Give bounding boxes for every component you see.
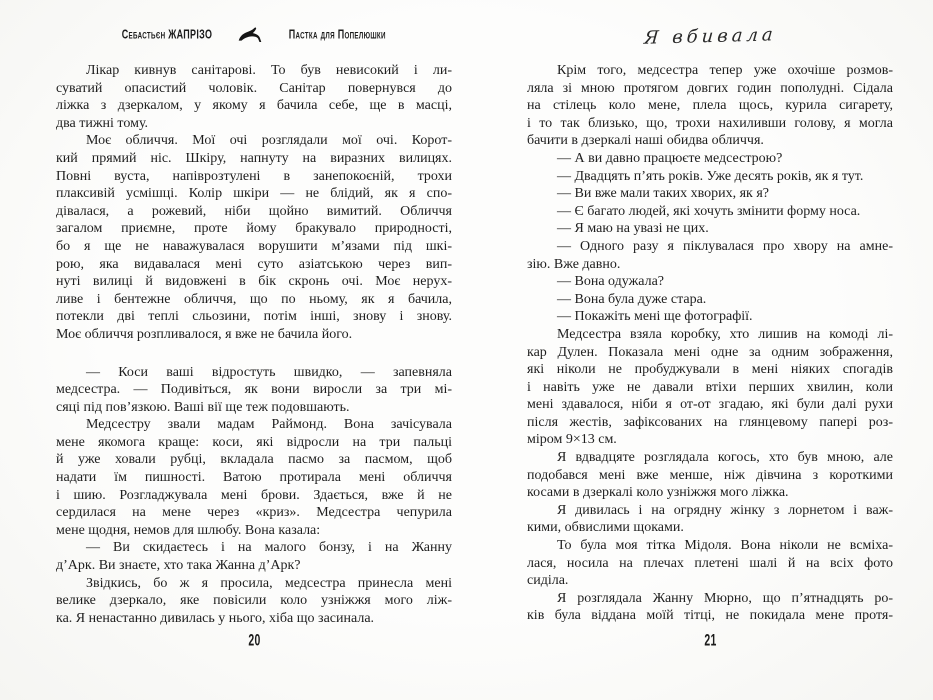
text-line: — Покажіть мені ще фотографії. <box>557 309 753 325</box>
right-page <box>527 0 893 700</box>
paragraph <box>527 590 893 625</box>
text-line: подобався мені вже менше, ніж дівчина з короткими <box>527 467 893 483</box>
text-line: Крім того, медсестра тепер уже охочіше розмов- <box>557 63 893 78</box>
paragraph <box>527 291 893 309</box>
text-line: — Ви скидаєтесь і на малого бонзу, і на Жанну <box>86 540 452 556</box>
text-line: Я розглядала Жанну Мюрно, що п’ятнадцять ро- <box>557 590 893 606</box>
text-line: Медсестру звали мадам Раймонд. Вона зачісувала <box>86 417 452 433</box>
right-page-number <box>527 632 893 650</box>
text-line: і шию. Розгладжувала мені брови. Здається, вже й не <box>56 487 452 503</box>
text-line: і то так близько, що, трохи нахиливши голову, я могла <box>527 115 893 131</box>
paragraph <box>527 449 893 502</box>
right-page-text <box>527 62 893 625</box>
paragraph <box>56 62 452 132</box>
paragraph <box>527 273 893 291</box>
text-line: Медсестра взяла коробку, хто лишив на комоді лі- <box>557 326 893 342</box>
text-line: нуті вилиці й видовжені в бік скронь очі. Моє нерух- <box>56 274 452 290</box>
text-line: бо я ще не наважувалася ворушити м’язами під шкі- <box>56 238 452 254</box>
text-line: косами в дзеркалі коло узніжжя мого ліжка. <box>527 485 789 501</box>
text-line: мені здавалося, ніби я от-от згадаю, які були далі рухи <box>527 397 893 413</box>
chapter-title: Я вбивала <box>642 24 778 49</box>
text-line: мене щодня, немов для шлюбу. Вона казала: <box>56 522 321 538</box>
right-running-header <box>527 26 893 52</box>
left-page <box>56 0 452 700</box>
text-line: надати їм пишності. Ватою протирала мені обличчя <box>56 470 452 486</box>
text-line: суватий опасистий чоловік. Санітар повернувся до <box>56 80 452 96</box>
left-page-text <box>56 62 452 627</box>
paragraph <box>56 539 452 574</box>
text-line: які ніколи не пробуджували в мені ніяких спогадів <box>527 362 893 378</box>
paragraph <box>527 62 893 150</box>
text-line: на стілець коло мене, плела щось, курила сигарету, <box>527 98 893 114</box>
paragraph <box>527 220 893 238</box>
text-line: ків була віддана моїй тітці, не покидала мене протя- <box>527 608 893 624</box>
text-line: плаксивій усмішці. Колір шкіри — не блідий, як я спо- <box>56 186 452 202</box>
text-line: — Ви вже мали таких хворих, як я? <box>557 186 770 202</box>
paragraph <box>527 168 893 186</box>
text-line: бачити в дзеркалі наші обидва обличчя. <box>527 133 764 149</box>
text-line: два тижні тому. <box>56 115 149 131</box>
text-line: — Коси ваші відростуть швидко, — запевняла <box>86 364 452 380</box>
high-heel-shoe-icon <box>238 27 262 43</box>
text-line: дівалася, а рожевий, ніби щойно вимитий. Обличчя <box>56 203 452 219</box>
left-running-header <box>56 26 452 52</box>
paragraph <box>527 203 893 221</box>
paragraph <box>56 132 452 343</box>
text-line: Я вдвадцяте розглядала когось, хто був мною, але <box>557 450 893 466</box>
text-line: — Є багато людей, які хочуть змінити форму носа. <box>557 203 861 219</box>
text-line: потекли дві теплі сльозини, потім інші, знову і знову. <box>56 309 452 325</box>
right-page-number-value: 21 <box>703 631 717 651</box>
text-line: Звідкись, бо ж я просила, медсестра принесла мені <box>86 575 452 591</box>
left-page-number-value: 20 <box>247 631 261 651</box>
text-line: ка. Я ненастанно дивилась у нього, хіба що засинала. <box>56 610 375 626</box>
text-line: сяці під пов’язкою. Ваші вії ще теж подовшають. <box>56 399 350 415</box>
text-line: і навіть уже не давали втіхи перших хвилин, коли <box>527 379 893 395</box>
text-line: — Одного разу я піклувалася про хвору на амне- <box>557 238 893 254</box>
text-line: кар Дулен. Показала мені одне за одним зображення, <box>527 344 893 360</box>
paragraph <box>527 308 893 326</box>
paragraph <box>56 416 452 539</box>
text-line: — Двадцять п’ять років. Уже десять років, як я тут. <box>557 168 864 184</box>
text-line: міром 9×13 см. <box>527 432 617 448</box>
paragraph <box>527 238 893 273</box>
text-line: й уже ховали рубці, вкладала пасмо за пасмом, щоб <box>56 452 452 468</box>
text-line: медсестра. — Подивіться, як вони виросли за три мі- <box>56 382 452 398</box>
text-line: — Вона була дуже стара. <box>557 291 707 307</box>
text-line: То була моя тітка Мідоля. Вона ніколи не всміха- <box>557 538 893 554</box>
text-line: Повні вуста, напіврозтулені в занепокоєній, трохи <box>56 168 452 184</box>
paragraph <box>527 185 893 203</box>
paragraph <box>527 150 893 168</box>
text-line: після жестів, зафіксованих на глянцевому папері роз- <box>527 414 893 430</box>
author-name: Себастьєн ЖАПРІЗО <box>121 28 212 43</box>
text-line: — Вона одужала? <box>557 274 665 290</box>
text-line: ливе і бентежне обличчя, що по ньому, як я бачила, <box>56 291 452 307</box>
text-line: зію. Вже давно. <box>527 256 621 272</box>
text-line: мене якомога краще: коси, які відросли на три пальці <box>56 434 452 450</box>
text-line: Моє обличчя розпливалося, я вже не бачила його. <box>56 326 353 342</box>
paragraph <box>527 537 893 590</box>
text-line: д’Арк. Ви знаєте, хто така Жанна д’Арк? <box>56 558 301 574</box>
paragraph <box>527 502 893 537</box>
text-line: — Я маю на увазі не цих. <box>557 221 709 237</box>
text-line: ляла зі мною протягом довгих годин пополудні. Сідала <box>527 80 893 96</box>
text-line: — А ви давно працюєте медсестрою? <box>557 150 783 166</box>
book-title: Пастка для Попелюшки <box>288 28 386 43</box>
left-page-number <box>56 632 452 650</box>
text-line: кий прямий ніс. Шкіру, напнуту на виразних вилицях. <box>56 150 452 166</box>
text-line: ліжка з дзеркалом, у якому я бачила себе, ще в масці, <box>56 98 452 114</box>
text-line: кими, обвислими щоками. <box>527 520 684 536</box>
text-line: сердилася на мене через «криз». Медсестра чепурила <box>56 505 452 521</box>
text-line: рою, яка видавалася мені суто азіатською через вип- <box>56 256 452 272</box>
paragraph <box>56 364 452 417</box>
text-line: Я дивилась і на огрядну жінку з лорнетом і важ- <box>557 502 893 518</box>
text-line: Лікар кивнув санітарові. То був невисокий і ли- <box>86 63 452 78</box>
paragraph <box>527 326 893 449</box>
text-line: загалом приємне, проте йому бракувало природності, <box>56 221 452 237</box>
text-line: велике дзеркало, яке повісили коло узніжжя мого ліж- <box>56 593 452 609</box>
text-line: Моє обличчя. Мої очі розглядали мої очі. Корот- <box>86 133 452 149</box>
text-line: лася, носила на плечах плетені шалі й на всіх фото <box>527 555 893 571</box>
text-line: сиділа. <box>527 573 569 589</box>
paragraph <box>56 575 452 628</box>
